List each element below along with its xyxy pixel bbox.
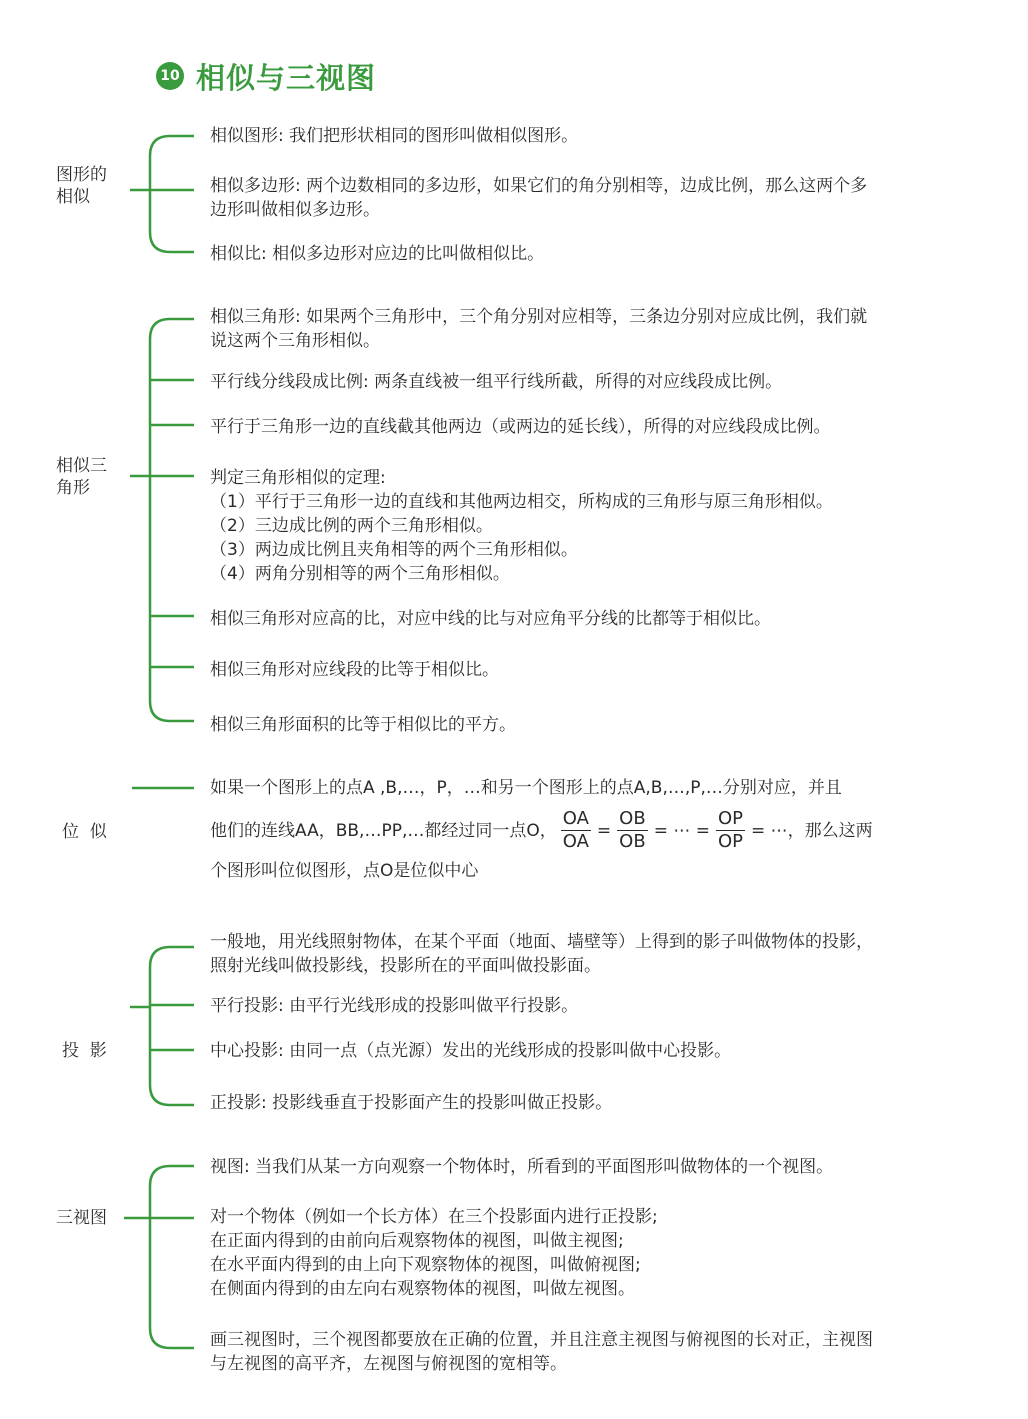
- category-label-projection: 投 影: [62, 1041, 107, 1061]
- definition-item: 相似三角形: 如果两个三角形中，三个角分别对应相等，三条边分别对应成比例，我们就 说这两个三角形相似。: [210, 307, 868, 351]
- bracket-spine: [150, 1166, 194, 1348]
- definition-item: 中心投影: 由同一点（点光源）发出的光线形成的投影叫做中心投影。: [210, 1041, 732, 1061]
- section-title: [156, 56, 376, 96]
- section-number-badge: 10: [156, 62, 184, 90]
- definition-item: 画三视图时，三个视图都要放在正确的位置，并且注意主视图与俯视图的长对正，主视图 与左视图的高平齐，左视图与俯视图的宽相等。: [210, 1330, 873, 1374]
- definition-item: 平行线分线段成比例: 两条直线被一组平行线所截，所得的对应线段成比例。: [210, 372, 783, 392]
- fraction-ob: $\frac{OB}{OB}$: [619, 808, 646, 852]
- category-label-figure-similarity: 图形的 相似: [56, 165, 107, 207]
- fraction-op: $\frac{OP}{OP}$: [718, 808, 744, 852]
- definition-item: 视图: 当我们从某一方向观察一个物体时，所看到的平面图形叫做物体的一个视图。: [210, 1157, 834, 1177]
- theorem-list: 判定三角形相似的定理: （1）平行于三角形一边的直线和其他两边相交，所构成的三角形与原三角形相似。 （2）三边成比例的两个三角形相似。 （3）两边成比例且夹角相等的两个三角形相似。 （4）两角分别相等的两个三角形相似。: [210, 468, 833, 584]
- definition-item: 平行投影: 由平行光线形成的投影叫做平行投影。: [210, 996, 579, 1016]
- definition-item: 平行于三角形一边的直线截其他两边（或两边的延长线），所得的对应线段成比例。: [210, 417, 831, 437]
- definition-item: 一般地，用光线照射物体，在某个平面（地面、墙壁等）上得到的影子叫做物体的投影， 照射光线叫做投影线，投影所在的平面叫做投影面。: [210, 932, 873, 976]
- bracket-spine: [150, 136, 194, 252]
- definition-item: 相似图形: 我们把形状相同的图形叫做相似图形。: [210, 126, 579, 146]
- definition-item: 相似三角形面积的比等于相似比的平方。: [210, 715, 516, 735]
- definition-item: 相似三角形对应高的比，对应中线的比与对应角平分线的比都等于相似比。: [210, 609, 771, 629]
- fraction-oa: $\frac{OA}{OA}$: [562, 808, 589, 852]
- page-title: 相似与三视图: [196, 60, 377, 95]
- bracket-figure-similarity: [130, 136, 194, 252]
- homothety-definition: 如果一个图形上的点A ,B,…，P，…和另一个图形上的点A,B,…,P,…分别对应，并且 他们的连线AA，BB,…PP,…都经过同一点O， $\frac{OA}{OA}$ = $\frac{OB}{OB}$ = ⋯ = $\frac{OP}{OP}$ = ⋯，那么这两 个图形叫位似图形，点O是位似中心: [210, 778, 873, 881]
- category-label-similar-triangles: 相似三 角形: [56, 456, 107, 498]
- bracket-similar-triangles: [130, 319, 194, 721]
- category-label-three-views: 三视图: [56, 1208, 107, 1228]
- bracket-projection: [130, 947, 194, 1105]
- definition-item: 相似多边形: 两个边数相同的多边形，如果它们的角分别相等，边成比例，那么这两个多 边形叫做相似多边形。: [210, 176, 868, 220]
- bracket-spine: [150, 947, 194, 1105]
- bracket-three-views: [124, 1166, 194, 1348]
- definition-item: 对一个物体（例如一个长方体）在三个投影面内进行正投影; 在正面内得到的由前向后观察物体的视图，叫做主视图; 在水平面内得到的由上向下观察物体的视图，叫做俯视图; 在侧面内得到的由左向右观察物体的视图，叫做左视图。: [210, 1207, 658, 1299]
- definition-item: 相似三角形对应线段的比等于相似比。: [210, 660, 499, 680]
- definition-item: 相似比: 相似多边形对应边的比叫做相似比。: [210, 244, 545, 264]
- definition-item: 正投影: 投影线垂直于投影面产生的投影叫做正投影。: [210, 1093, 613, 1113]
- category-label-homothety: 位 似: [62, 822, 107, 842]
